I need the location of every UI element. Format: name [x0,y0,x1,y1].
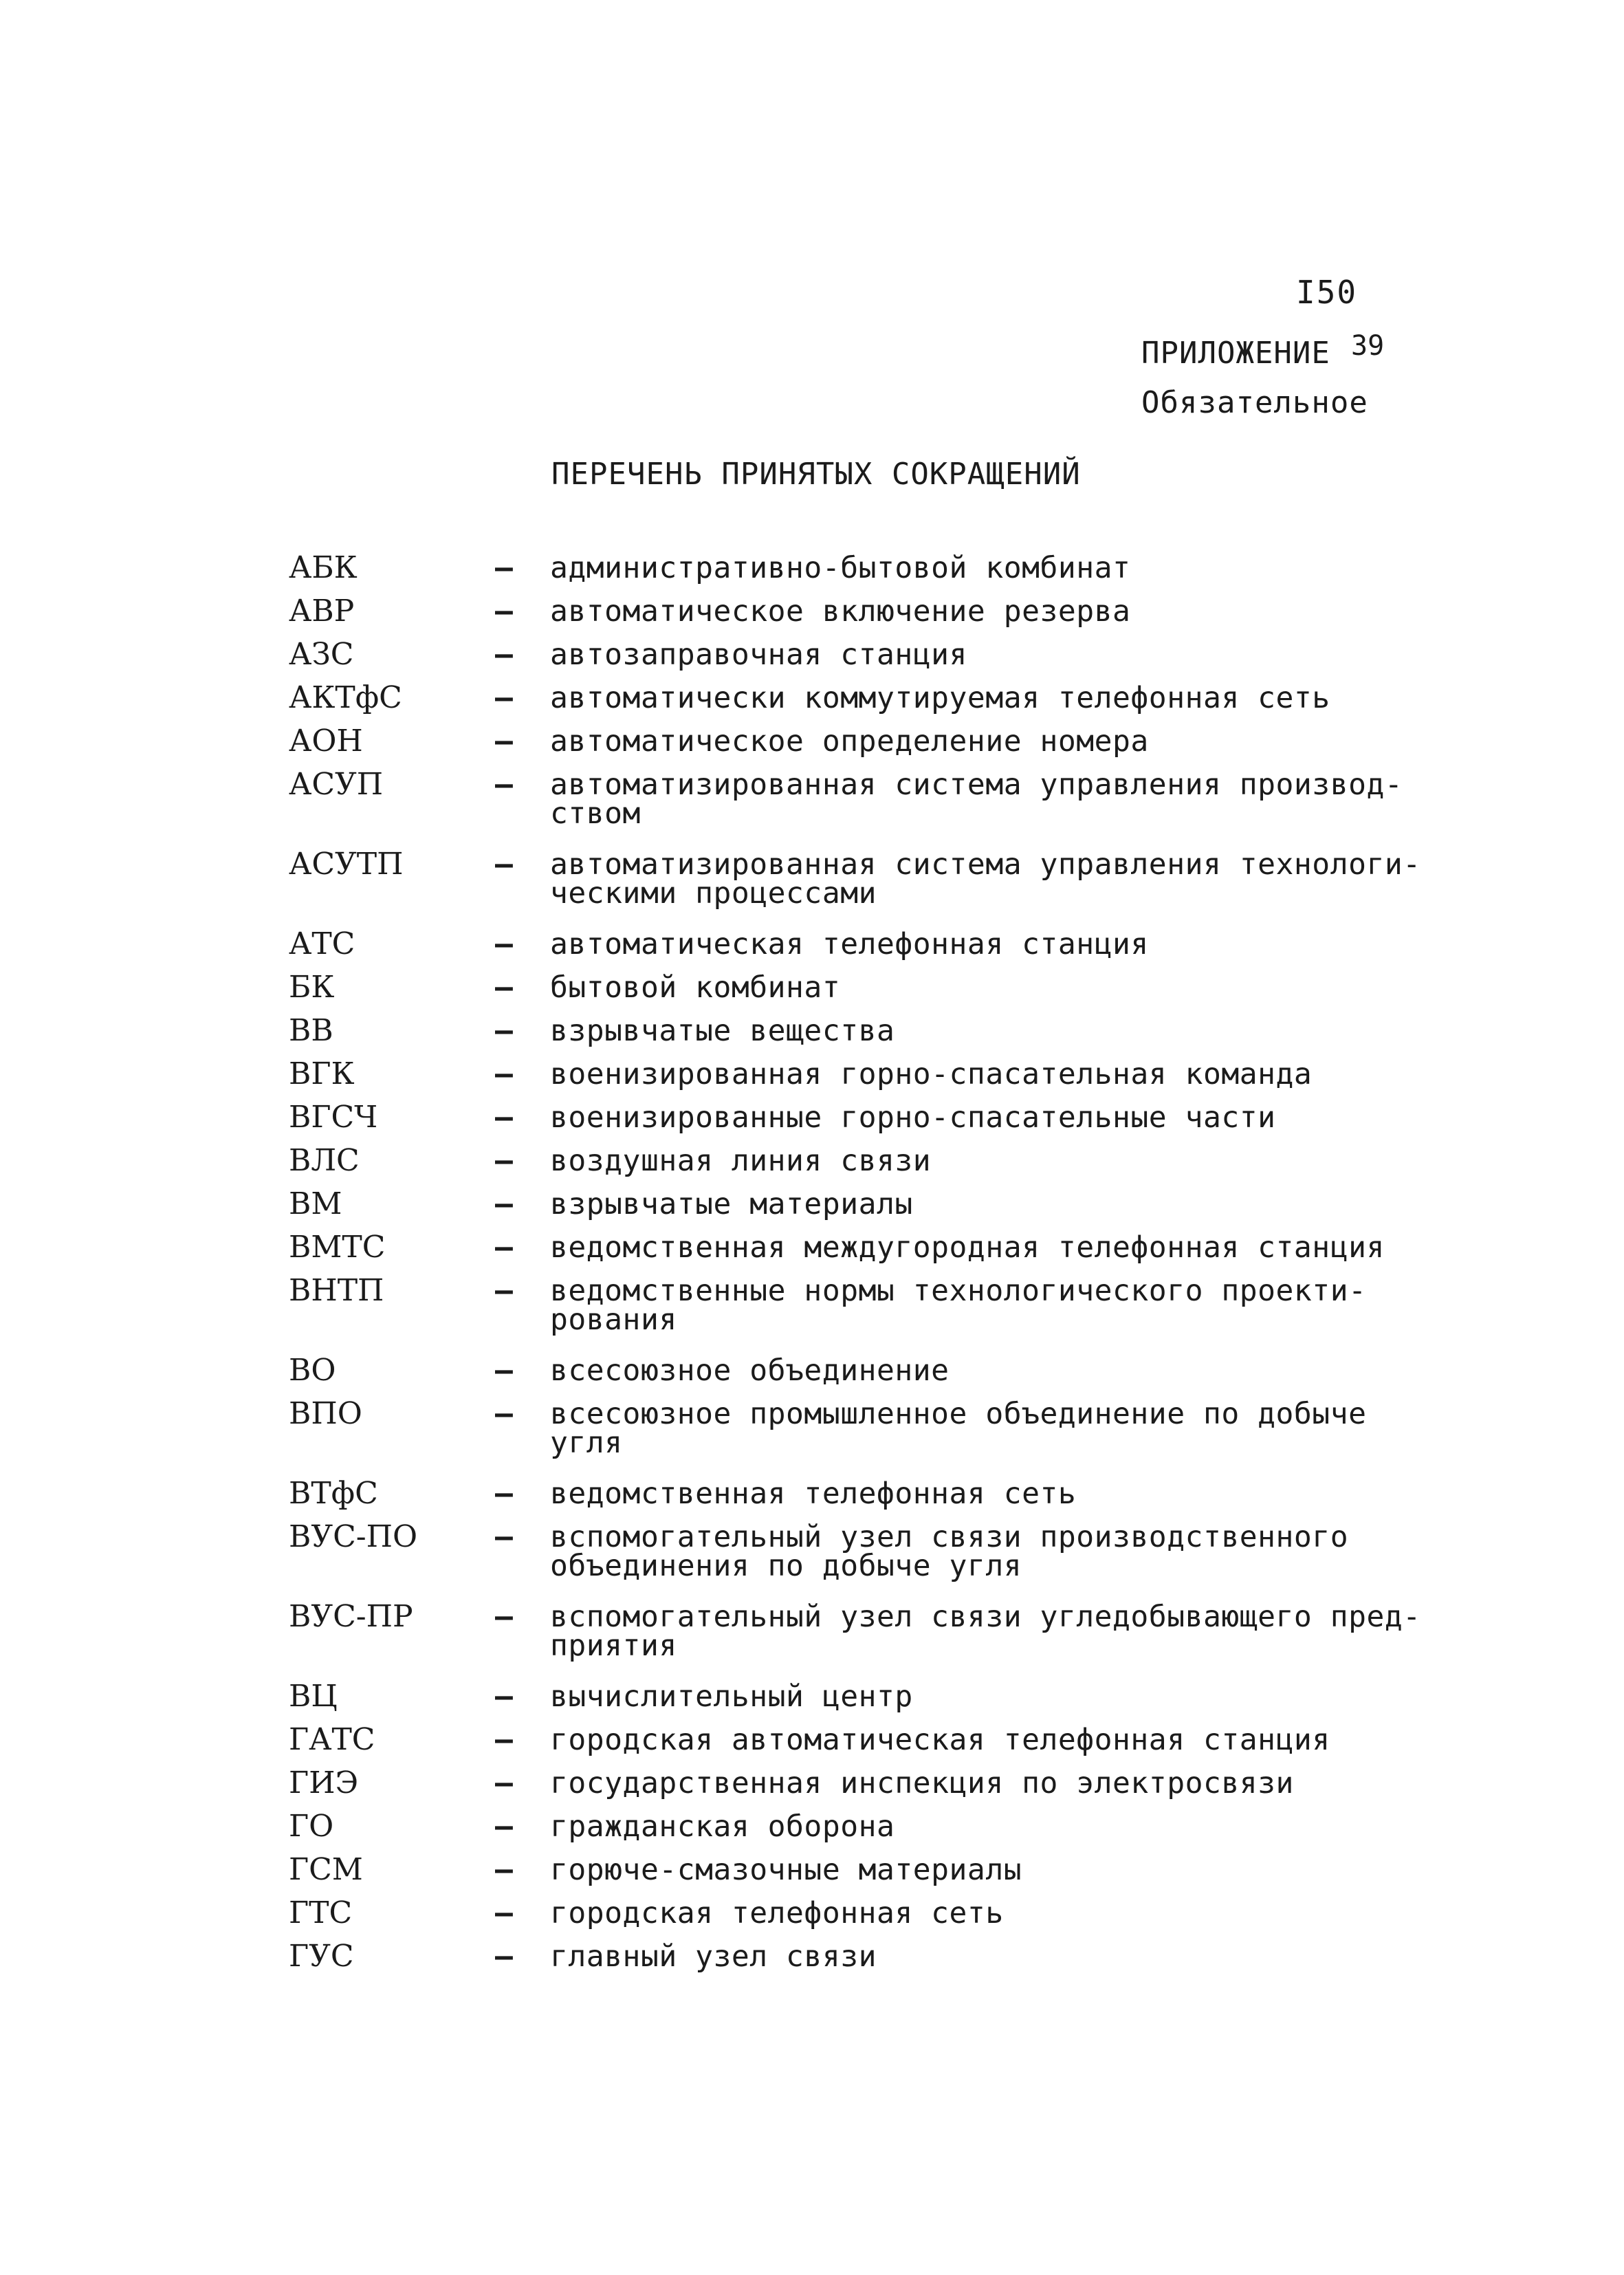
abbreviation-meaning: военизированные горно-спасательные части [550,1100,1276,1135]
dash-separator: – [495,1014,513,1048]
list-item [289,1013,1458,1048]
abbreviation: ГО [289,1809,334,1844]
abbreviation-meaning: автозаправочная станция [550,638,967,672]
abbreviation-meaning: горюче-смазочные материалы [550,1853,1022,1887]
abbreviation: ВУС-ПО [289,1519,418,1554]
list-item [289,767,1458,831]
abbreviation: АКТфС [289,680,402,715]
abbreviation-meaning: государственная инспекция по электросвязи [550,1766,1294,1800]
dash-separator: – [495,1230,513,1265]
dash-separator: – [495,1187,513,1221]
abbreviation-meaning: взрывчатые вещества [550,1014,895,1048]
list-item [289,970,1458,1005]
list-item [289,1100,1458,1135]
list-item [289,550,1458,585]
list-item [289,926,1458,961]
dash-separator: – [495,1100,513,1135]
list-item [289,1852,1458,1887]
abbreviation: ВО [289,1353,336,1388]
abbreviation-meaning: городская телефонная сеть [550,1896,1004,1930]
abbreviation-meaning: гражданская оборона [550,1809,895,1844]
abbreviation: АВР [289,594,355,629]
abbreviation: ГУС [289,1939,354,1974]
dash-separator: – [495,1939,513,1974]
list-item [289,594,1458,629]
dash-separator: – [495,1397,513,1431]
list-item [289,1895,1458,1930]
list-item [289,1809,1458,1844]
appendix-label: ПРИЛОЖЕНИЕ [1141,336,1330,371]
abbreviation: ВНТП [289,1273,384,1308]
abbreviation-meaning: городская автоматическая телефонная станция [550,1723,1330,1757]
list-item [289,1765,1458,1800]
dash-separator: – [495,1353,513,1388]
abbreviation: АОН [289,723,363,759]
list-item [289,847,1458,911]
abbreviation: ГТС [289,1895,353,1930]
abbreviation-meaning: военизированная горно-спасательная команда [550,1057,1313,1091]
abbreviation: ГИЭ [289,1765,359,1800]
abbreviation-meaning: бытовой комбинат [550,970,841,1005]
dash-separator: – [495,1600,513,1634]
dash-separator: – [495,1766,513,1800]
abbreviation-meaning: автоматическое определение номера [550,724,1149,759]
page-number: I50 [1296,274,1358,311]
dash-separator: – [495,768,513,802]
list-item [289,1722,1458,1757]
list-item [289,1273,1458,1337]
abbreviation-meaning: вспомогательный узел связи угледобывающего пред- приятия [550,1600,1421,1663]
dash-separator: – [495,594,513,629]
list-item [289,1186,1458,1221]
abbreviation-meaning: административно-бытовой комбинат [550,551,1131,585]
abbreviation-meaning: ведомственные нормы технологического проекти- рования [550,1274,1367,1337]
abbreviation: БК [289,970,335,1005]
dash-separator: – [495,724,513,759]
abbreviation-meaning: автоматически коммутируемая телефонная сеть [550,681,1330,715]
abbreviation-meaning: ведомственная телефонная сеть [550,1477,1077,1511]
abbreviation: ГСМ [289,1852,363,1887]
abbreviation-meaning: взрывчатые материалы [550,1187,913,1221]
list-item [289,1519,1458,1583]
dash-separator: – [495,927,513,961]
dash-separator: – [495,970,513,1005]
abbreviation-meaning: главный узел связи [550,1939,877,1974]
dash-separator: – [495,681,513,715]
abbreviation: АТС [289,926,355,961]
abbreviation: АЗС [289,637,354,672]
dash-separator: – [495,1057,513,1091]
list-item [289,1143,1458,1178]
abbreviation-meaning: ведомственная междугородная телефонная станция [550,1230,1385,1265]
abbreviation: АСУТП [289,847,404,882]
abbreviation: ВГСЧ [289,1100,378,1135]
abbreviation: АСУП [289,767,384,802]
abbreviation-meaning: автоматизированная система управления производ- ством [550,768,1403,831]
abbreviation-meaning: вычислительный центр [550,1679,913,1714]
appendix-status: Обязательное [1141,385,1368,420]
list-item [289,1679,1458,1714]
dash-separator: – [495,1723,513,1757]
abbreviation: ВЦ [289,1679,338,1714]
dash-separator: – [495,1520,513,1554]
abbreviation-meaning: автоматизированная система управления технологи- ческими процессами [550,847,1421,911]
dash-separator: – [495,1144,513,1178]
dash-separator: – [495,1809,513,1844]
list-title: ПЕРЕЧЕНЬ ПРИНЯТЫХ СОКРАЩЕНИЙ [551,457,1081,492]
list-item [289,1599,1458,1663]
list-item [289,1396,1458,1460]
dash-separator: – [495,1853,513,1887]
abbreviation: ВЛС [289,1143,360,1178]
abbreviation: ГАТС [289,1722,375,1757]
abbreviation-meaning: автоматическое включение резерва [550,594,1131,629]
appendix-number: 39 [1351,330,1385,362]
list-item [289,1353,1458,1388]
dash-separator: – [495,1274,513,1308]
abbreviation-meaning: вспомогательный узел связи производственного объединения по добыче угля [550,1520,1349,1583]
abbreviation: ВМ [289,1186,342,1221]
list-item [289,723,1458,759]
dash-separator: – [495,1477,513,1511]
abbreviation: АБК [289,550,358,585]
abbreviation: ВУС-ПР [289,1599,413,1634]
list-item [289,1230,1458,1265]
abbreviation: ВПО [289,1396,362,1431]
abbreviation: ВМТС [289,1230,386,1265]
abbreviation: ВГК [289,1056,355,1091]
list-item [289,1939,1458,1974]
abbreviation: ВВ [289,1013,333,1048]
abbreviation-meaning: воздушная линия связи [550,1144,932,1178]
dash-separator: – [495,1679,513,1714]
list-item [289,1056,1458,1091]
abbreviation-meaning: всесоюзное промышленное объединение по добыче угля [550,1397,1367,1460]
list-item [289,637,1458,672]
dash-separator: – [495,1896,513,1930]
dash-separator: – [495,847,513,882]
list-item [289,680,1458,715]
abbreviation: ВТфС [289,1476,378,1511]
abbreviation-list [289,550,1458,1985]
dash-separator: – [495,638,513,672]
abbreviation-meaning: всесоюзное объединение [550,1353,950,1388]
list-item [289,1476,1458,1511]
abbreviation-meaning: автоматическая телефонная станция [550,927,1149,961]
dash-separator: – [495,551,513,585]
